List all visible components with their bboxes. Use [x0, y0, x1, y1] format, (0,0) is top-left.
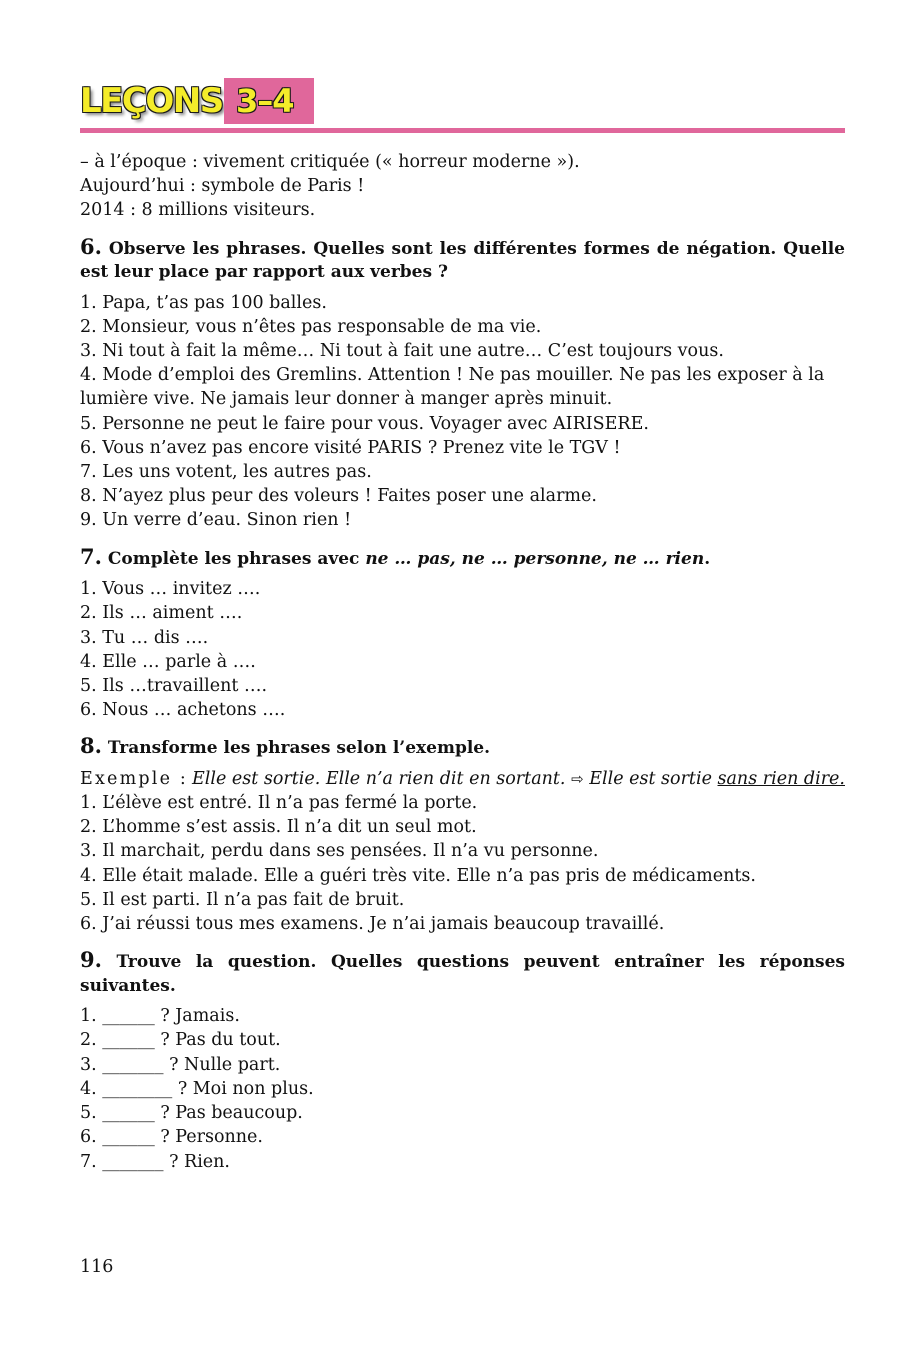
list-item: 7. Les uns votent, les autres pas.	[80, 462, 372, 483]
list-item: 6. J’ai réussi tous mes examens. Je n’ai jamais beaucoup travaillé.	[80, 914, 665, 935]
lesson-number: 3–4	[236, 82, 294, 120]
exercise-number: 9.	[80, 947, 102, 973]
page-content	[80, 150, 845, 1174]
list-item: 2. ______ ? Pas du tout.	[80, 1030, 281, 1051]
list-item: 4. Mode d’emploi des Gremlins. Attention ! Ne pas mouiller. Ne pas les exposer à la lumière vive. Ne jamais leur donner à manger après minuit.	[80, 365, 825, 410]
instruction-text: Transforme les phrases selon l’exemple.	[107, 738, 491, 759]
example-label: Exemple :	[80, 768, 189, 789]
list-item: 4. Elle était malade. Elle a guéri très vite. Elle n’a pas pris de médicaments.	[80, 865, 756, 886]
intro-line: Aujourd’hui : symbole de Paris !	[80, 176, 365, 197]
list-item: 6. ______ ? Personne.	[80, 1127, 263, 1148]
exercise-number: 7.	[80, 543, 102, 569]
example-result-underlined: sans rien dire.	[717, 768, 845, 789]
list-item: 7. _______ ? Rien.	[80, 1151, 230, 1172]
intro-line: – à l’époque : vivement critiquée (« horreur moderne »).	[80, 152, 580, 172]
list-item: 6. Nous … achetons ….	[80, 700, 286, 721]
list-item: 5. Personne ne peut le faire pour vous. Voyager avec AIRISERE.	[80, 413, 649, 434]
example-text	[192, 767, 845, 791]
list-item: 5. Il est parti. Il n’a pas fait de bruit.	[80, 889, 405, 910]
instruction-text: Observe les phrases. Quelles sont les différentes formes de négation. Quelle est leur place par rapport aux verbes ?	[80, 238, 845, 283]
list-item: 2. Monsieur, vous n’êtes pas responsable de ma vie.	[80, 316, 542, 337]
lesson-title: LEÇONS	[80, 81, 223, 121]
instruction-italic: ne … pas, ne … personne, ne … rien	[365, 548, 705, 569]
page	[80, 76, 845, 1172]
exercise-7	[80, 545, 845, 723]
instruction-end: .	[704, 548, 711, 569]
list-item: 1. Papa, t’as pas 100 balles.	[80, 292, 327, 313]
page-number: 116	[80, 1257, 114, 1277]
list-item: 6. Vous n’avez pas encore visité PARIS ? Prenez vite le TGV !	[80, 437, 621, 458]
example-result: Elle est sortie	[589, 768, 712, 789]
list-item: 4. Elle … parle à ….	[80, 651, 256, 672]
exercise-8-instruction	[80, 734, 845, 761]
list-item: 3. _______ ? Nulle part.	[80, 1054, 281, 1075]
list-item: 1. L’élève est entré. Il n’a pas fermé la porte.	[80, 793, 478, 814]
list-item: 3. Il marchait, perdu dans ses pensées. Il n’a vu personne.	[80, 841, 599, 862]
exercise-6-instruction	[80, 235, 845, 285]
lesson-header	[80, 76, 845, 128]
lesson-number-badge	[224, 78, 314, 124]
exercise-7-instruction	[80, 545, 845, 572]
list-item: 5. ______ ? Pas beaucoup.	[80, 1103, 303, 1124]
exercise-6	[80, 235, 845, 533]
list-item: 1. Vous … invitez ….	[80, 579, 261, 600]
list-item: 2. L’homme s’est assis. Il n’a dit un seul mot.	[80, 817, 477, 838]
list-item: 2. Ils … aiment ….	[80, 603, 243, 624]
list-item: 3. Ni tout à fait la même… Ni tout à fait une autre… C’est toujours vous.	[80, 341, 724, 362]
list-item: 4. ________ ? Moi non plus.	[80, 1078, 314, 1099]
exercise-8	[80, 734, 845, 936]
list-item: 5. Ils …travaillent ….	[80, 675, 268, 696]
list-item: 9. Un verre d’eau. Sinon rien !	[80, 510, 352, 531]
instruction-text: Trouve la question. Quelles questions peuvent entraîner les réponses suivantes.	[80, 952, 845, 996]
example-sentence: Elle est sortie. Elle n’a rien dit en sortant.	[192, 768, 566, 789]
list-item: 3. Tu … dis ….	[80, 627, 209, 648]
exercise-number: 8.	[80, 733, 102, 759]
instruction-text: Complète les phrases avec	[107, 548, 360, 569]
exercise-9-instruction	[80, 948, 845, 998]
intro-line: 2014 : 8 millions visiteurs.	[80, 200, 316, 221]
header-rule	[80, 128, 845, 133]
intro-text	[80, 150, 845, 223]
exercise-9	[80, 948, 845, 1173]
exercise-number: 6.	[80, 233, 102, 259]
list-item: 1. ______ ? Jamais.	[80, 1006, 240, 1027]
arrow-right-icon: ⇨	[571, 769, 584, 788]
list-item: 8. N’ayez plus peur des voleurs ! Faites poser une alarme.	[80, 486, 597, 507]
example-block	[80, 767, 845, 791]
